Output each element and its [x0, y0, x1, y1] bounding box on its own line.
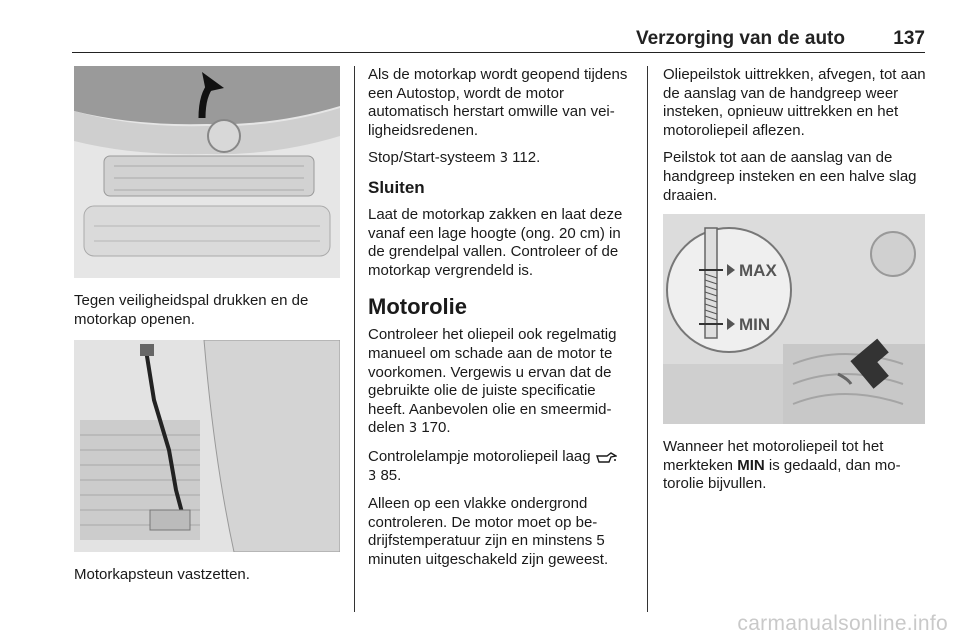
column-3	[663, 66, 927, 503]
startstop-reference	[368, 149, 634, 169]
warning-lamp-paragraph	[368, 448, 634, 486]
autostop-paragraph: Als de motorkap wordt geopend tijdens een Autostop, wordt de motor automatisch herstart omwille van veiligheidsredenen.	[368, 66, 628, 139]
caption-hood-release: Tegen veiligheidspal drukken en de motorkap openen.	[74, 292, 309, 328]
column-2	[368, 66, 634, 578]
caption-hood-support: Motorkapsteun vastzetten.	[74, 566, 250, 584]
warning-lamp-text: Controlelampje motoroliepeil laag	[368, 447, 591, 465]
min-marker: MIN	[737, 456, 765, 474]
min-refill-text-before: Wanneer het motoroliepeil tot het merkteken	[663, 438, 884, 474]
warning-lamp-page: 85.	[380, 466, 402, 484]
max-label: MAX	[739, 261, 777, 281]
oil-can-icon	[595, 450, 617, 464]
hood-support-figure	[74, 340, 340, 552]
dipstick-paragraph-2: Peilstok tot aan de aanslag van de handgreep insteken en een halve slag draaien.	[663, 149, 917, 204]
hood-release-figure	[74, 66, 340, 278]
column-divider-1	[354, 66, 355, 612]
motorolie-heading: Motorolie	[368, 294, 467, 320]
motorolie-page: 170.	[421, 419, 451, 437]
motorolie-text: Controleer het oliepeil ook regelmatig manueel om schade aan de motor te voorkomen. Vergewis u ervan dat de gebruikte olie de juiste specificatie heeft. Aanbevolen olie en smeermiddelen	[368, 326, 617, 437]
column-divider-2	[647, 66, 648, 612]
page-ref-icon: 3	[408, 421, 418, 437]
min-label: MIN	[739, 315, 771, 335]
dipstick-paragraph-1: Oliepeilstok uittrekken, afvegen, tot aan de aanslag van de handgreep weer insteken, opnieuw uittrekken en het motoroliepeil aflezen.	[663, 66, 926, 139]
min-refill-paragraph	[663, 438, 927, 494]
page-ref-icon: 3	[368, 468, 377, 484]
sluiten-paragraph: Laat de motorkap zakken en laat deze vanaf een lage hoogte (ong. 20 cm) in de grendelpal vallen. Controleer of de motorkap vergrendeld is.	[368, 205, 623, 279]
min-refill-text-after: is gedaald, dan motorolie bijvullen.	[663, 456, 901, 493]
startstop-page: 112.	[512, 149, 541, 167]
page-number: 137	[893, 28, 925, 49]
watermark: carmanualsonline.info	[737, 612, 948, 635]
level-ground-paragraph: Alleen op een vlakke ondergrond controleren. De motor moet op bedrijfstemperatuur zijn en minstens 5 minuten uitgeschakeld zijn geweest.	[368, 495, 609, 568]
page-title: Verzorging van de auto	[635, 28, 845, 49]
page-header	[72, 24, 925, 53]
page-ref-icon: 3	[499, 151, 508, 167]
startstop-text: Stop/Start-systeem	[368, 149, 496, 167]
motorolie-paragraph	[368, 326, 634, 439]
sluiten-heading: Sluiten	[368, 177, 425, 197]
column-1	[74, 66, 340, 594]
dipstick-figure	[663, 214, 925, 424]
